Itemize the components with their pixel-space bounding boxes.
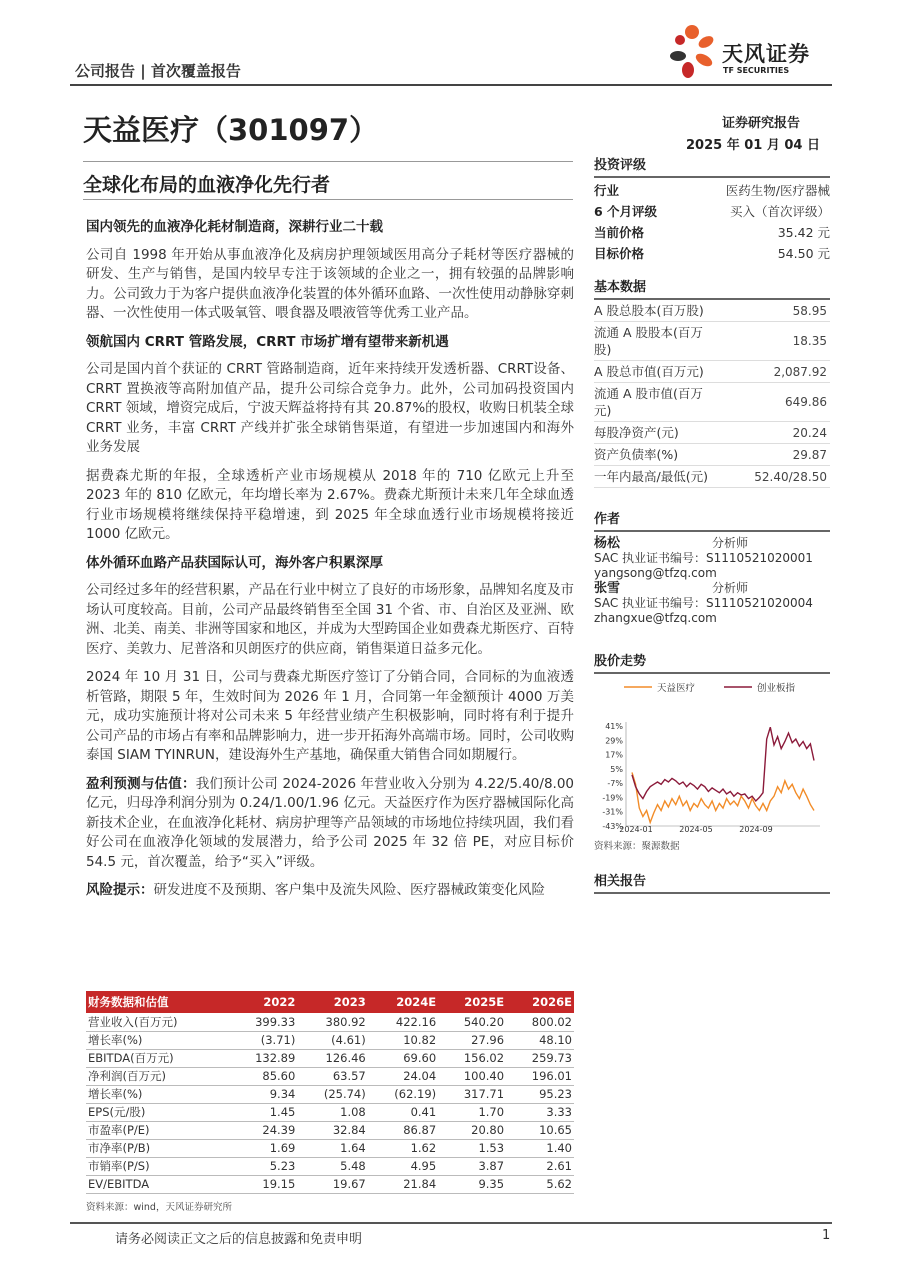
- table-row: [86, 1121, 574, 1139]
- basic-data-value: 29.87: [792, 447, 827, 462]
- table-header-cell: 2026E: [506, 991, 574, 1013]
- table-cell: 20.80: [438, 1121, 506, 1139]
- x-tick-label: 2024-01: [619, 825, 653, 832]
- author-role: 分析师: [712, 581, 749, 595]
- related-heading: 相关报告: [594, 870, 830, 894]
- table-row: [86, 1013, 574, 1031]
- table-row: [86, 1031, 574, 1049]
- author-role: 分析师: [712, 536, 749, 550]
- table-cell: (4.61): [297, 1031, 367, 1049]
- footer-divider: [70, 1222, 832, 1224]
- table-cell: 9.35: [438, 1175, 506, 1193]
- table-row: [86, 1067, 574, 1085]
- basic-data-key: 每股净资产(元): [594, 425, 679, 440]
- table-cell: 399.33: [229, 1013, 297, 1031]
- table-row: [86, 1139, 574, 1157]
- basic-data-key: A 股总股本(百万股): [594, 303, 704, 318]
- table-cell: 132.89: [229, 1049, 297, 1067]
- table-cell: 1.53: [438, 1139, 506, 1157]
- x-tick-label: 2024-05: [679, 825, 713, 832]
- paragraph-2: 公司是国内首个获证的 CRRT 管路制造商，近年来持续开发透析器、CRRT设备、CRRT 置换液等高附加值产品，提升公司综合竞争力。此外，公司加码投资国内 CRRT 领域，增资完成后，宁波天辉益将持有其 20.87%的股权，收购日机装全球 CRRT 业务，丰富 CRRT 产线并扩张全球销售渠道，有望进一步加速国内和海外业务发展: [86, 361, 574, 455]
- table-cell: 27.96: [438, 1031, 506, 1049]
- table-cell: 5.23: [229, 1157, 297, 1175]
- author-cert: SAC 执业证书编号：S1110521020001: [594, 551, 813, 565]
- section-heading-3: 体外循环血路产品获国际认可，海外客户积累深厚: [86, 554, 383, 571]
- risk-label: 风险提示：: [86, 882, 154, 898]
- table-cell: 32.84: [297, 1121, 367, 1139]
- basic-data-key: 一年内最高/最低(元): [594, 469, 708, 484]
- table-cell: 380.92: [297, 1013, 367, 1031]
- table-header-cell: 财务数据和估值: [86, 991, 229, 1013]
- table-cell: 3.33: [506, 1103, 574, 1121]
- table-cell: 800.02: [506, 1013, 574, 1031]
- table-cell: 19.15: [229, 1175, 297, 1193]
- basic-data-row: [594, 422, 830, 444]
- table-cell: 1.70: [438, 1103, 506, 1121]
- y-tick-label: -19%: [602, 793, 623, 803]
- basic-data-row: [594, 361, 830, 383]
- author-entry: [594, 536, 830, 581]
- table-cell: 100.40: [438, 1067, 506, 1085]
- report-category: 公司报告 | 首次覆盖报告: [75, 62, 241, 80]
- rating-row: [594, 180, 830, 201]
- basic-data-key: 流通 A 股股本(百万股): [594, 325, 703, 357]
- table-cell: 3.87: [438, 1157, 506, 1175]
- author-cert: SAC 执业证书编号：S1110521020004: [594, 596, 813, 610]
- table-cell: 1.08: [297, 1103, 367, 1121]
- rating-row: [594, 243, 830, 264]
- basic-data-row: [594, 322, 830, 361]
- y-tick-label: 5%: [610, 764, 623, 774]
- table-header-cell: 2025E: [438, 991, 506, 1013]
- paragraph-1: 公司自 1998 年开始从事血液净化及病房护理领域医用高分子耗材等医疗器械的研发、生产与销售，是国内较早专注于该领域的企业之一，拥有较强的品牌影响力。公司致力于为客户提供血液净化装置的体外循环血路、一次性使用动静脉穿刺器、一次性使用一体式吸氧管、喂食器及喂液管等优秀工业产品。: [86, 246, 574, 321]
- basic-data-value: 649.86: [785, 395, 827, 409]
- table-cell: 48.10: [506, 1031, 574, 1049]
- author-list: [594, 532, 830, 626]
- basic-data-rows: [594, 300, 830, 488]
- table-cell: 营业收入(百万元): [86, 1013, 229, 1031]
- legend-label: 天益医疗: [657, 683, 696, 694]
- rating-row: [594, 201, 830, 222]
- basic-data-value: 58.95: [792, 303, 827, 318]
- basic-data-row: [594, 444, 830, 466]
- author-name-line: [594, 581, 830, 596]
- authors-panel: [594, 508, 830, 626]
- rating-rows: [594, 178, 830, 264]
- table-cell: 5.48: [297, 1157, 367, 1175]
- y-tick-label: 17%: [605, 750, 623, 760]
- table-cell: EPS(元/股): [86, 1103, 229, 1121]
- y-tick-label: -31%: [602, 807, 623, 817]
- paragraph-3: 据费森尤斯的年报，全球透析产业市场规模从 2018 年的 710 亿欧元上升至 2023 年的 810 亿欧元，年均增长率为 2.67%。费森尤斯预计未来几年全球血透行业市场规模将继续保持平稳增速，到 2025 年全球血透行业市场规模将接近 1000 亿欧元。: [86, 467, 574, 542]
- disclaimer-note: 请务必阅读正文之后的信息披露和免责申明: [115, 1232, 363, 1247]
- stock-chart-heading: 股价走势: [594, 650, 830, 674]
- basic-data-panel: [594, 276, 830, 488]
- table-cell: (3.71): [229, 1031, 297, 1049]
- basic-data-heading: 基本数据: [594, 276, 830, 300]
- table-cell: 85.60: [229, 1067, 297, 1085]
- table-cell: 市销率(P/S): [86, 1157, 229, 1175]
- table-cell: EBITDA(百万元): [86, 1049, 229, 1067]
- table-cell: 540.20: [438, 1013, 506, 1031]
- risk-text: 研发进度不及预期、客户集中及流失风险、医疗器械政策变化风险: [153, 882, 545, 898]
- chart-source: 资料来源：聚源数据: [594, 841, 680, 852]
- table-header-cell: 2022: [229, 991, 297, 1013]
- rating-heading: 投资评级: [594, 154, 830, 178]
- y-tick-label: -43%: [602, 822, 623, 831]
- table-row: [86, 1049, 574, 1067]
- rating-key: 目标价格: [594, 246, 645, 261]
- section-heading-1: 国内领先的血液净化耗材制造商，深耕行业二十载: [86, 219, 383, 235]
- table-cell: 市盈率(P/E): [86, 1121, 229, 1139]
- table-source: 资料来源：wind，天风证券研究所: [86, 1202, 232, 1213]
- series-line: [632, 772, 814, 822]
- basic-data-row: [594, 466, 830, 488]
- paragraph-5: 2024 年 10 月 31 日，公司与费森尤斯医疗签订了分销合同，合同标的为血液透析管路，期限 5 年，生效时间为 2026 年 1 月，合同第一年金额预计 4000 万美元，成功实施预计将对公司未来 5 年经营业绩产生积极影响，同时将有利于提升公司产品的市场占有率和品牌影响力，进一步开拓海外高端市场。同时，公司收购泰国 SIAM TYINRUN，建设海外生产基地，确保重大销售合同如期履行。: [86, 669, 574, 763]
- y-tick-label: 29%: [605, 736, 623, 746]
- authors-heading: 作者: [594, 508, 830, 532]
- table-row: [86, 1175, 574, 1193]
- y-tick-label: 41%: [605, 722, 623, 731]
- table-cell: 69.60: [368, 1049, 438, 1067]
- table-cell: 5.62: [506, 1175, 574, 1193]
- author-name: 杨松: [594, 536, 621, 551]
- table-cell: 126.46: [297, 1049, 367, 1067]
- table-cell: 1.45: [229, 1103, 297, 1121]
- table-cell: 24.39: [229, 1121, 297, 1139]
- subtitle-divider-bottom: [83, 199, 573, 200]
- table-cell: (25.74): [297, 1085, 367, 1103]
- basic-data-value: 2,087.92: [773, 364, 827, 379]
- paragraph-4: 公司经过多年的经营积累，产品在行业中树立了良好的市场形象，品牌知名度及市场认可度较高。目前，公司产品最终销售至全国 31 个省、市、自治区及亚洲、欧洲、北美、南美、非洲等国家和地区，并成为大型跨国企业如费森尤斯医疗、百特医疗、美敦力、尼普洛和贝朗医疗的供应商，销售渠道日益多元化。: [86, 582, 574, 657]
- table-cell: 19.67: [297, 1175, 367, 1193]
- table-cell: (62.19): [368, 1085, 438, 1103]
- table-cell: 156.02: [438, 1049, 506, 1067]
- subtitle-divider-top: [83, 161, 573, 162]
- legend-label: 创业板指: [757, 683, 796, 694]
- table-cell: 净利润(百万元): [86, 1067, 229, 1085]
- author-email: yangsong@tfzq.com: [594, 566, 717, 580]
- table-cell: 86.87: [368, 1121, 438, 1139]
- table-cell: 21.84: [368, 1175, 438, 1193]
- report-date: 2025 年 01 月 04 日: [686, 138, 820, 153]
- rating-row: [594, 222, 830, 243]
- basic-data-row: [594, 383, 830, 422]
- rating-value: 54.50 元: [777, 246, 830, 261]
- x-tick-label: 2024-09: [739, 825, 773, 832]
- basic-data-key: A 股总市值(百万元): [594, 364, 704, 379]
- main-body: [86, 218, 574, 910]
- table-cell: 10.65: [506, 1121, 574, 1139]
- section-heading-2: 领航国内 CRRT 管路发展，CRRT 市场扩增有望带来新机遇: [86, 333, 449, 350]
- paragraph-valuation: [86, 775, 574, 873]
- table-cell: 422.16: [368, 1013, 438, 1031]
- table-cell: 259.73: [506, 1049, 574, 1067]
- table-cell: 24.04: [368, 1067, 438, 1085]
- basic-data-value: 18.35: [792, 334, 827, 348]
- table-header-cell: 2023: [297, 991, 367, 1013]
- table-cell: 1.69: [229, 1139, 297, 1157]
- author-email: zhangxue@tfzq.com: [594, 611, 717, 625]
- table-cell: 9.34: [229, 1085, 297, 1103]
- header-divider: [70, 84, 832, 86]
- table-cell: 增长率(%): [86, 1085, 229, 1103]
- paragraph-risk: [86, 881, 574, 901]
- table-cell: 317.71: [438, 1085, 506, 1103]
- valuation-text: 我们预计公司 2024-2026 年营业收入分别为 4.22/5.40/8.00 亿元，归母净利润分别为 0.24/1.00/1.96 亿元。天益医疗作为医疗器械国际化高新技术企业，在血液净化耗材、病房护理等产品领域的市场地位持续巩固，我们看好公司在血液净化领域的发展潜力，给予公司 2025 年 32 倍 PE，对应目标价 54.5 元，首次覆盖，给予“买入”评级。: [86, 775, 574, 870]
- table-cell: 市净率(P/B): [86, 1139, 229, 1157]
- basic-data-key: 资产负债率(%): [594, 447, 679, 462]
- stock-price-chart: [594, 674, 830, 832]
- table-header-cell: 2024E: [368, 991, 438, 1013]
- author-entry: [594, 581, 830, 626]
- table-row: [86, 1085, 574, 1103]
- rating-value: 35.42 元: [777, 225, 830, 240]
- financial-table: [86, 991, 574, 1194]
- rating-value: 医药生物/医疗器械: [725, 183, 830, 198]
- table-cell: 增长率(%): [86, 1031, 229, 1049]
- report-subtitle: 全球化布局的血液净化先行者: [83, 174, 331, 196]
- table-cell: 95.23: [506, 1085, 574, 1103]
- related-panel: [594, 870, 830, 894]
- table-cell: 10.82: [368, 1031, 438, 1049]
- author-name-line: [594, 536, 830, 551]
- table-cell: EV/EBITDA: [86, 1175, 229, 1193]
- table-cell: 2.61: [506, 1157, 574, 1175]
- logo-name: 天风证券: [722, 42, 810, 66]
- basic-data-key: 流通 A 股市值(百万元): [594, 386, 703, 418]
- basic-data-row: [594, 300, 830, 322]
- table-cell: 63.57: [297, 1067, 367, 1085]
- basic-data-value: 20.24: [792, 425, 827, 440]
- rating-key: 6 个月评级: [594, 204, 658, 219]
- table-cell: 196.01: [506, 1067, 574, 1085]
- author-name: 张雪: [594, 581, 621, 596]
- page-number: 1: [822, 1228, 831, 1243]
- rating-key: 行业: [594, 183, 620, 198]
- series-line: [632, 727, 814, 801]
- tf-logo-icon: [668, 22, 720, 82]
- report-type: 证券研究报告: [722, 116, 801, 131]
- stock-chart-panel: [594, 650, 830, 674]
- table-cell: 0.41: [368, 1103, 438, 1121]
- table-cell: 1.64: [297, 1139, 367, 1157]
- rating-key: 当前价格: [594, 225, 645, 240]
- table-cell: 1.62: [368, 1139, 438, 1157]
- y-tick-label: -7%: [607, 779, 623, 789]
- table-header-row: [86, 991, 574, 1013]
- rating-value: 买入（首次评级）: [729, 204, 830, 219]
- table-cell: 4.95: [368, 1157, 438, 1175]
- company-title: 天益医疗（301097）: [83, 113, 379, 147]
- valuation-label: 盈利预测与估值：: [86, 775, 196, 792]
- table-row: [86, 1103, 574, 1121]
- logo-name-en: TF SECURITIES: [723, 66, 790, 75]
- table-cell: 1.40: [506, 1139, 574, 1157]
- rating-panel: [594, 154, 830, 264]
- basic-data-value: 52.40/28.50: [754, 469, 827, 484]
- table-row: [86, 1157, 574, 1175]
